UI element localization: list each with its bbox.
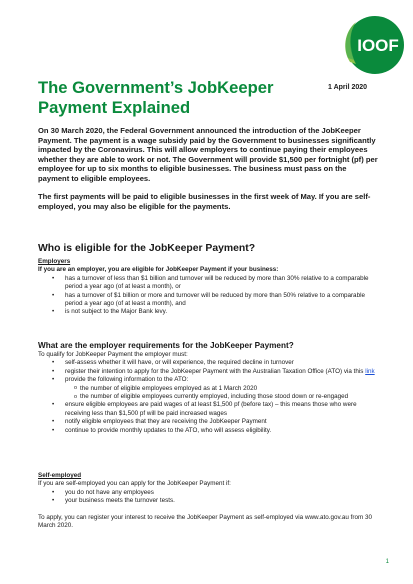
eligibility-heading: Who is eligible for the JobKeeper Payment? [38, 243, 256, 254]
publish-date: 1 April 2020 [328, 84, 368, 91]
employers-label: Employers [38, 258, 71, 265]
requirements-section [38, 351, 378, 435]
list-item: • has a turnover of $1 billion or more and turnover will be reduced by more than 50% relative to a comparable period a year ago (of at least a month), and [38, 292, 378, 309]
intro-section [38, 126, 378, 220]
self-employed-section [38, 472, 378, 530]
list-item: • notify eligible employees that they are receiving the JobKeeper Payment [38, 418, 378, 426]
requirements-lead: To qualify for JobKeeper Payment the employer must: [38, 351, 188, 358]
list-item [38, 376, 378, 401]
employers-criteria-list [38, 275, 378, 317]
register-text: register their intention to apply for the JobKeeper Payment with the Australian Taxation Office (ATO) via this [65, 367, 364, 375]
self-employed-apply: To apply, you can register your interest to receive the JobKeeper Payment as self-employed via www.ato.gov.au from 30 March 2020. [38, 513, 373, 530]
list-item: • your business meets the turnover tests. [38, 497, 378, 505]
list-item: • ensure eligible employees are paid wages of at least $1,500 pf (before tax) – this means those who were receiving less than $1,500 pf will be paid increased wages [38, 401, 378, 418]
ato-info-sublist [65, 385, 378, 402]
ioof-logo-mark [342, 14, 405, 77]
list-item: • you do not have any employees [38, 489, 378, 497]
list-item [38, 368, 378, 376]
provide-info-text: provide the following information to the ATO: [65, 376, 189, 384]
list-item: • continue to provide monthly updates to the ATO, who will assess eligibility. [38, 427, 378, 435]
page-title: The Government’s JobKeeper Payment Explained [38, 78, 274, 117]
self-employed-list [38, 489, 378, 506]
sub-list-item: o the number of eligible employees employed as at 1 March 2020 [38, 385, 378, 393]
intro-paragraph-2: The first payments will be paid to eligible businesses in the first week of May. If you are self-employed, you may also be eligible for the payments. [38, 192, 371, 211]
list-item: • has a turnover of less than $1 billion and turnover will be reduced by more than 30% relative to a comparable period a year ago (of at least a month), or [38, 275, 378, 292]
eligibility-section [38, 258, 378, 317]
ioof-logo [342, 14, 405, 77]
logo-text: IOOF [357, 36, 399, 55]
employers-lead: If you are an employer, you are eligible for JobKeeper Payment if your business: [38, 266, 279, 274]
requirements-list [38, 359, 378, 435]
intro-paragraph-1: On 30 March 2020, the Federal Government announced the introduction of the JobKeeper Payment. The payment is a wage subsidy paid by the Government to businesses significantly impacted by the Coronavirus. This will allow employers to continue paying their employees whether they are able to work or not. The Government will provide $1,500 per fortnight (pf) per employee for up to six months to eligible businesses. The business must pass on the payment to eligible employees. [38, 126, 378, 183]
self-employed-lead: If you are self-employed you can apply for the JobKeeper Payment if: [38, 480, 231, 488]
requirements-heading: What are the employer requirements for the JobKeeper Payment? [38, 341, 294, 350]
ato-register-link[interactable]: link [365, 367, 375, 375]
list-item: • is not subject to the Major Bank levy. [38, 308, 378, 316]
sub-list-item: o the number of eligible employees currently employed, including those stood down or re-engaged [38, 393, 378, 401]
self-employed-label: Self-employed [38, 472, 82, 479]
list-item: • self-assess whether it will have, or will experience, the required decline in turnover [38, 359, 378, 367]
page-number: 1 [385, 559, 389, 565]
